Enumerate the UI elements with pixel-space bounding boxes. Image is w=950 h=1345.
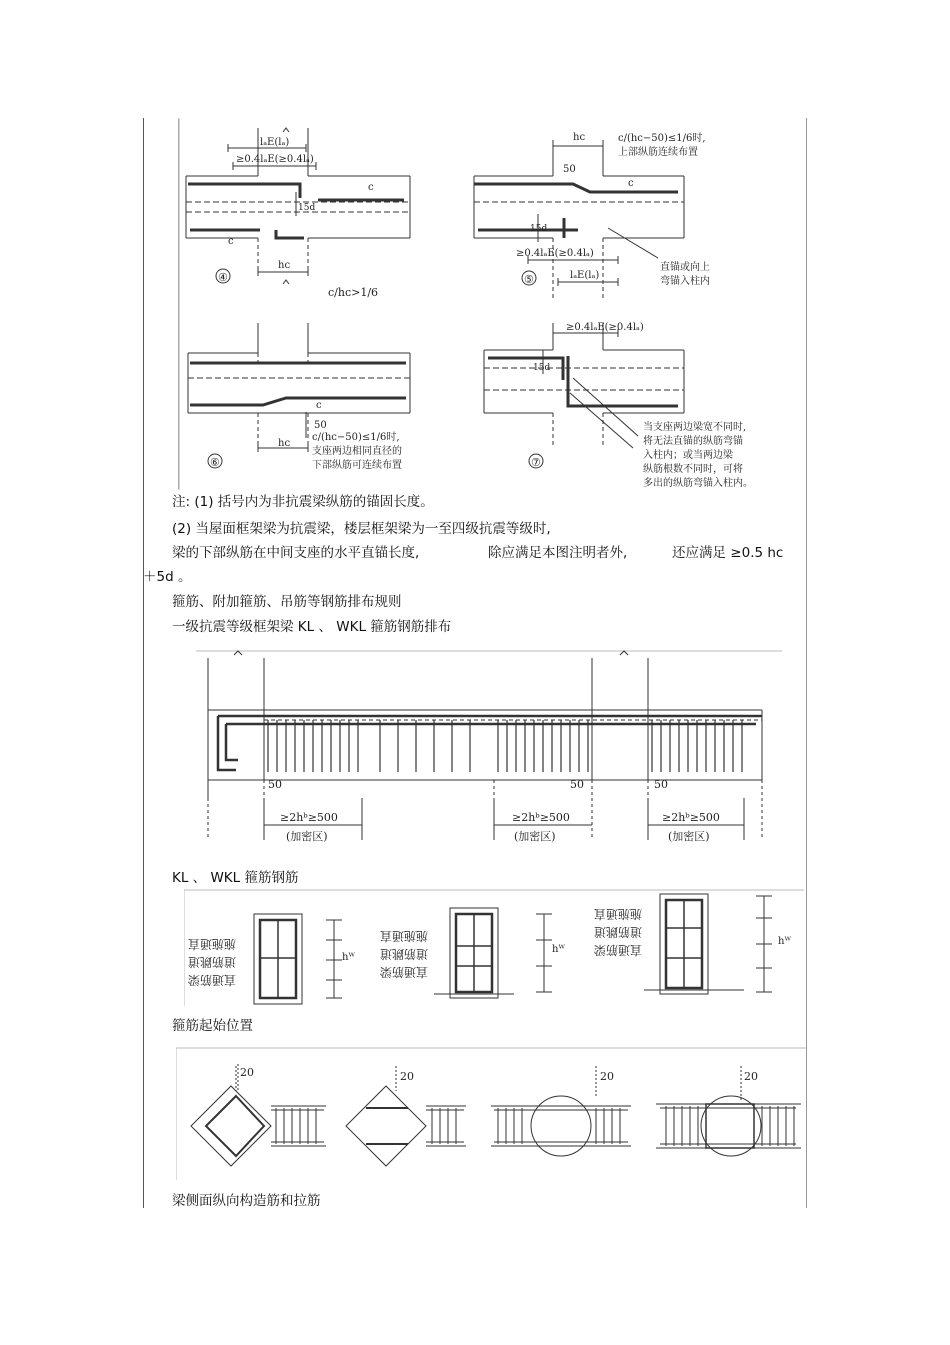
- stirrup-layout-figure: [196, 650, 782, 848]
- fig2-dim-50-c: 50: [654, 778, 668, 791]
- fig3-mirror-1: 施施通直: [187, 937, 236, 951]
- fig3-mirror-7: 施施通直: [593, 907, 642, 921]
- fig2-len-b: ≥2hᵇ≥500: [512, 811, 570, 824]
- p5-note-1: 直锚或向上: [660, 262, 710, 273]
- p5-dim-15d: 15d: [530, 224, 548, 234]
- note-4: ＋5d 。: [143, 569, 192, 585]
- anchorage-details-svg: [178, 118, 806, 490]
- p4-condition: c/hᴄ>1/6: [328, 286, 379, 299]
- p7-note-5: 多出的纵筋弯锚入柱内。: [643, 478, 753, 489]
- p7-dim-15d: 15d: [533, 363, 551, 373]
- section-subtitle: 一级抗震等级框架梁 KL 、 WKL 箍筋钢筋排布: [172, 619, 452, 635]
- p4-dim-04lae: ≥0.4lₐE(≥0.4lₐ): [236, 154, 314, 165]
- fig2-dim-50-a: 50: [268, 778, 282, 791]
- fig4-dim-20-d: 20: [744, 1070, 758, 1083]
- note-2: (2) 当屋面框架梁为抗震梁，楼层框架梁为一至四级抗震等级时,: [172, 521, 551, 537]
- fig4-dim-20-b: 20: [400, 1070, 414, 1083]
- p6-dim-hc: hᴄ: [278, 438, 291, 449]
- fig2-dim-50-b: 50: [570, 778, 584, 791]
- fig4-dim-20-c: 20: [600, 1070, 614, 1083]
- section-title: 箍筋、附加箍筋、吊筋等钢筋排布规则: [172, 594, 402, 610]
- fig2-len-c: ≥2hᵇ≥500: [662, 811, 720, 824]
- fig3-dim-hw-2: hᵂ: [552, 944, 565, 955]
- fig3-mirror-9: 直通筋梁: [593, 943, 642, 957]
- fig3-mirror-5: 道筋跳道: [379, 947, 428, 961]
- p6-cond-3: 下部纵筋可连续布置: [312, 460, 402, 471]
- p7-note-3: 入柱内；或当两边梁: [643, 450, 733, 461]
- anchorage-details-figure: [178, 118, 806, 490]
- p7-note-4: 纵筋根数不同时，可将: [643, 464, 743, 475]
- fig3-dim-hw-1: hᵂ: [342, 952, 355, 963]
- p5-dim-hc: hᴄ: [573, 132, 586, 143]
- p4-dim-hc: hᴄ: [278, 260, 291, 271]
- fig3-mirror-4: 施施通直: [379, 929, 428, 943]
- p6-cond-2: 支座两边相同直径的: [312, 446, 402, 457]
- fig3-mirror-6: 直通筋梁: [379, 965, 428, 979]
- fig3-mirror-2: 道筋跳道: [187, 955, 236, 969]
- p5-note-2: 弯锚入柱内: [660, 276, 710, 287]
- fig2-zone-b: (加密区): [514, 830, 556, 843]
- stirrup-layout-svg: [196, 650, 782, 848]
- fig3-mirror-3: 直通筋梁: [187, 973, 236, 987]
- p4-dim-c: c: [368, 182, 374, 193]
- note-3a: 梁的下部纵筋在中间支座的水平直锚长度,: [172, 545, 420, 561]
- start-position-label: 箍筋起始位置: [172, 1018, 253, 1034]
- start-position-svg: [176, 1046, 806, 1182]
- p5-number: ⑤: [524, 273, 534, 286]
- left-margin-line: [143, 118, 144, 1208]
- note-1: 注: (1) 括号内为非抗震梁纵筋的锚固长度。: [172, 494, 434, 510]
- side-rebar-label: 梁侧面纵向构造筋和拉筋: [172, 1193, 321, 1209]
- kl-wkl-label: KL 、 WKL 箍筋钢筋: [172, 870, 299, 886]
- p5-dim-lae: lₐE(lₐ): [570, 270, 600, 281]
- note-3b: 除应满足本图注明者外,: [488, 545, 628, 561]
- p4-number: ④: [218, 271, 228, 284]
- p5-cond-2: 上部纵筋连续布置: [618, 147, 698, 158]
- p6-dim-c: c: [316, 400, 322, 411]
- p6-number: ⑥: [210, 456, 220, 469]
- fig3-mirror-8: 道筋跳道: [593, 925, 642, 939]
- p5-dim-50: 50: [563, 164, 576, 175]
- p4-dim-c-bottom: c: [228, 236, 234, 247]
- p7-number: ⑦: [531, 456, 541, 469]
- p7-note-1: 当支座两边梁宽不同时,: [643, 422, 747, 433]
- fig2-len-a: ≥2hᵇ≥500: [280, 811, 338, 824]
- p7-note-2: 将无法直锚的纵筋弯锚: [643, 436, 743, 447]
- p4-dim-15d: 15d: [298, 203, 316, 213]
- p6-dim-50: 50: [314, 420, 327, 431]
- fig2-zone-c: (加密区): [668, 830, 710, 843]
- p4-dim-lae: lₐE(lₐ): [260, 137, 290, 148]
- p5-dim-c: c: [628, 178, 634, 189]
- beam-sections-figure: [184, 888, 804, 1010]
- right-margin-line: [806, 118, 807, 1208]
- start-position-figure: [176, 1046, 806, 1182]
- fig3-dim-hw-3: hᵂ: [778, 936, 791, 947]
- p7-dim-04lae: ≥0.4lₐE(≥0.4lₐ): [566, 322, 644, 333]
- p6-cond-1: c/(hᴄ−50)≤1/6时,: [312, 432, 400, 443]
- beam-sections-svg: [184, 888, 804, 1010]
- p5-dim-04lae: ≥0.4lₐE(≥0.4lₐ): [516, 248, 594, 259]
- note-3c: 还应满足 ≥0.5 hc: [672, 545, 784, 561]
- p5-cond-1: c/(hᴄ−50)≤1/6时,: [618, 133, 706, 144]
- fig2-zone-a: (加密区): [286, 830, 328, 843]
- fig4-dim-20-a: 20: [240, 1066, 254, 1079]
